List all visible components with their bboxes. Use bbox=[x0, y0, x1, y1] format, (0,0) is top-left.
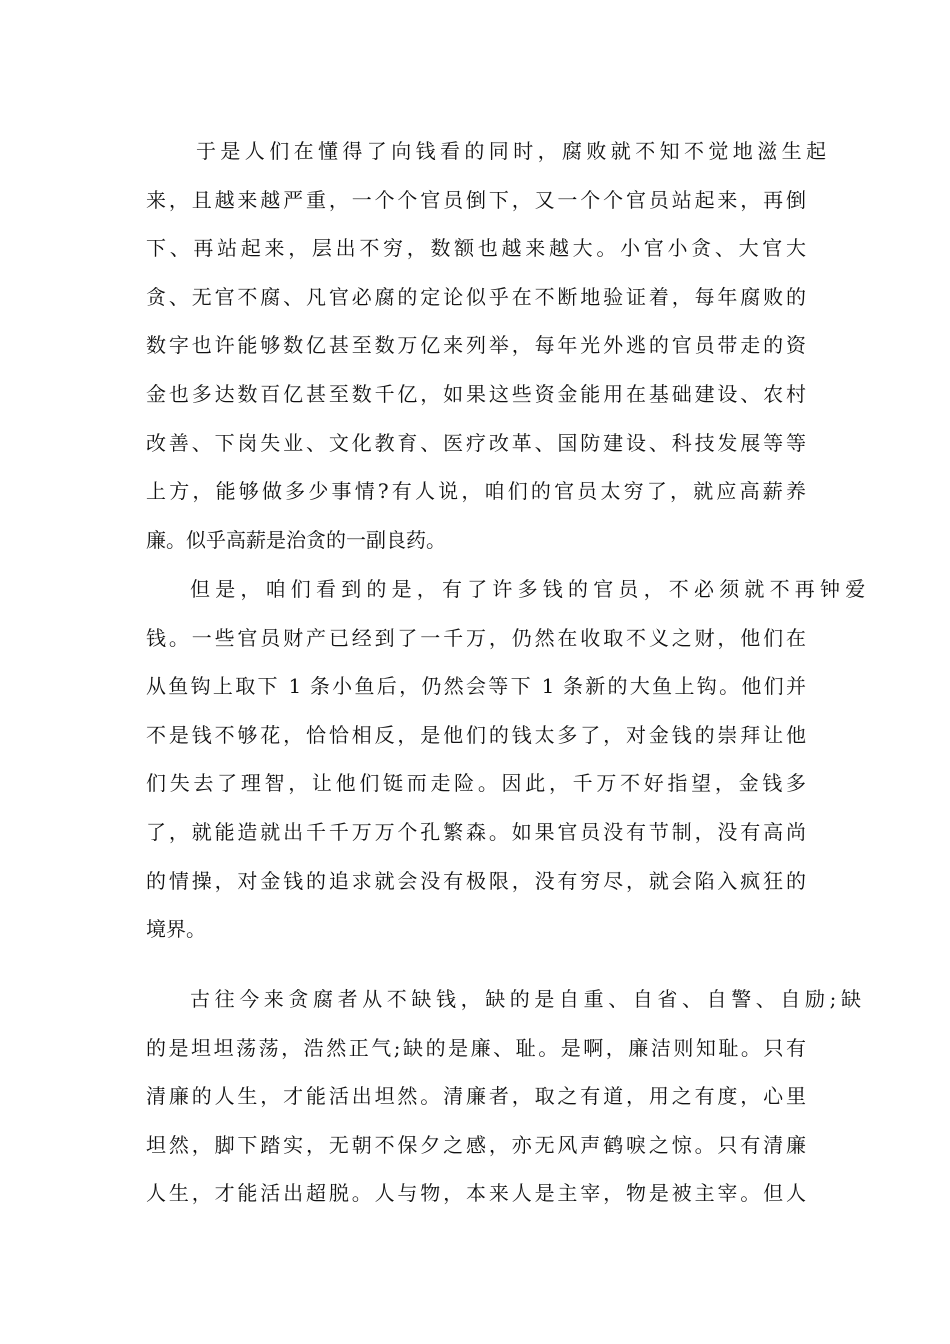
text-line: 钱。一些官员财产已经到了一千万，仍然在收取不义之财，他们在 bbox=[146, 625, 806, 650]
text-line: 境界。 bbox=[146, 917, 206, 942]
text-line: 来，且越来越严重，一个个官员倒下，又一个个官员站起来，再倒 bbox=[146, 187, 806, 212]
text-line: 不是钱不够花，恰恰相反，是他们的钱太多了，对金钱的崇拜让他 bbox=[146, 722, 806, 747]
text-line: 贪、无官不腐、凡官必腐的定论似乎在不断地验证着，每年腐败的 bbox=[146, 284, 806, 309]
text-line: 下、再站起来，层出不穷，数额也越来越大。小官小贪、大官大 bbox=[146, 236, 806, 261]
paragraph-2 bbox=[146, 565, 871, 954]
text-line: 廉。似乎高薪是治贪的一副良药。 bbox=[146, 527, 446, 552]
text-line: 但是，咱们看到的是，有了许多钱的官员，不必须就不再钟爱 bbox=[190, 577, 871, 601]
text-line: 于是人们在懂得了向钱看的同时，腐败就不知不觉地滋生起 bbox=[196, 139, 831, 163]
paragraph-1 bbox=[146, 127, 831, 564]
text-line: 的是坦坦荡荡，浩然正气;缺的是廉、耻。是啊，廉洁则知耻。只有 bbox=[146, 1035, 806, 1060]
text-line: 数字也许能够数亿甚至数万亿来列举，每年光外逃的官员带走的资 bbox=[146, 333, 806, 358]
text-line: 坦然，脚下踏实，无朝不保夕之感，亦无风声鹤唳之惊。只有清廉 bbox=[146, 1132, 806, 1157]
text-line: 改善、下岗失业、文化教育、医疗改革、国防建设、科技发展等等 bbox=[146, 430, 806, 455]
text-line: 金也多达数百亿甚至数千亿，如果这些资金能用在基础建设、农村 bbox=[146, 381, 806, 406]
text-line: 们失去了理智，让他们铤而走险。因此，千万不好指望，金钱多 bbox=[146, 771, 806, 796]
text-line: 古往今来贪腐者从不缺钱，缺的是自重、自省、自警、自励;缺 bbox=[190, 987, 866, 1011]
text-line: 人生，才能活出超脱。人与物，本来人是主宰，物是被主宰。但人 bbox=[146, 1181, 806, 1206]
text-line: 从鱼钩上取下 1 条小鱼后，仍然会等下 1 条新的大鱼上钩。他们并 bbox=[146, 674, 806, 699]
paragraph-3 bbox=[146, 975, 866, 1218]
text-line: 上方，能够做多少事情?有人说，咱们的官员太穷了，就应高薪养 bbox=[146, 479, 806, 504]
text-line: 清廉的人生，才能活出坦然。清廉者，取之有道，用之有度，心里 bbox=[146, 1084, 806, 1109]
text-line: 了，就能造就出千千万万个孔繁森。如果官员没有节制，没有高尚 bbox=[146, 819, 806, 844]
text-line: 的情操，对金钱的追求就会没有极限，没有穷尽，就会陷入疯狂的 bbox=[146, 868, 806, 893]
